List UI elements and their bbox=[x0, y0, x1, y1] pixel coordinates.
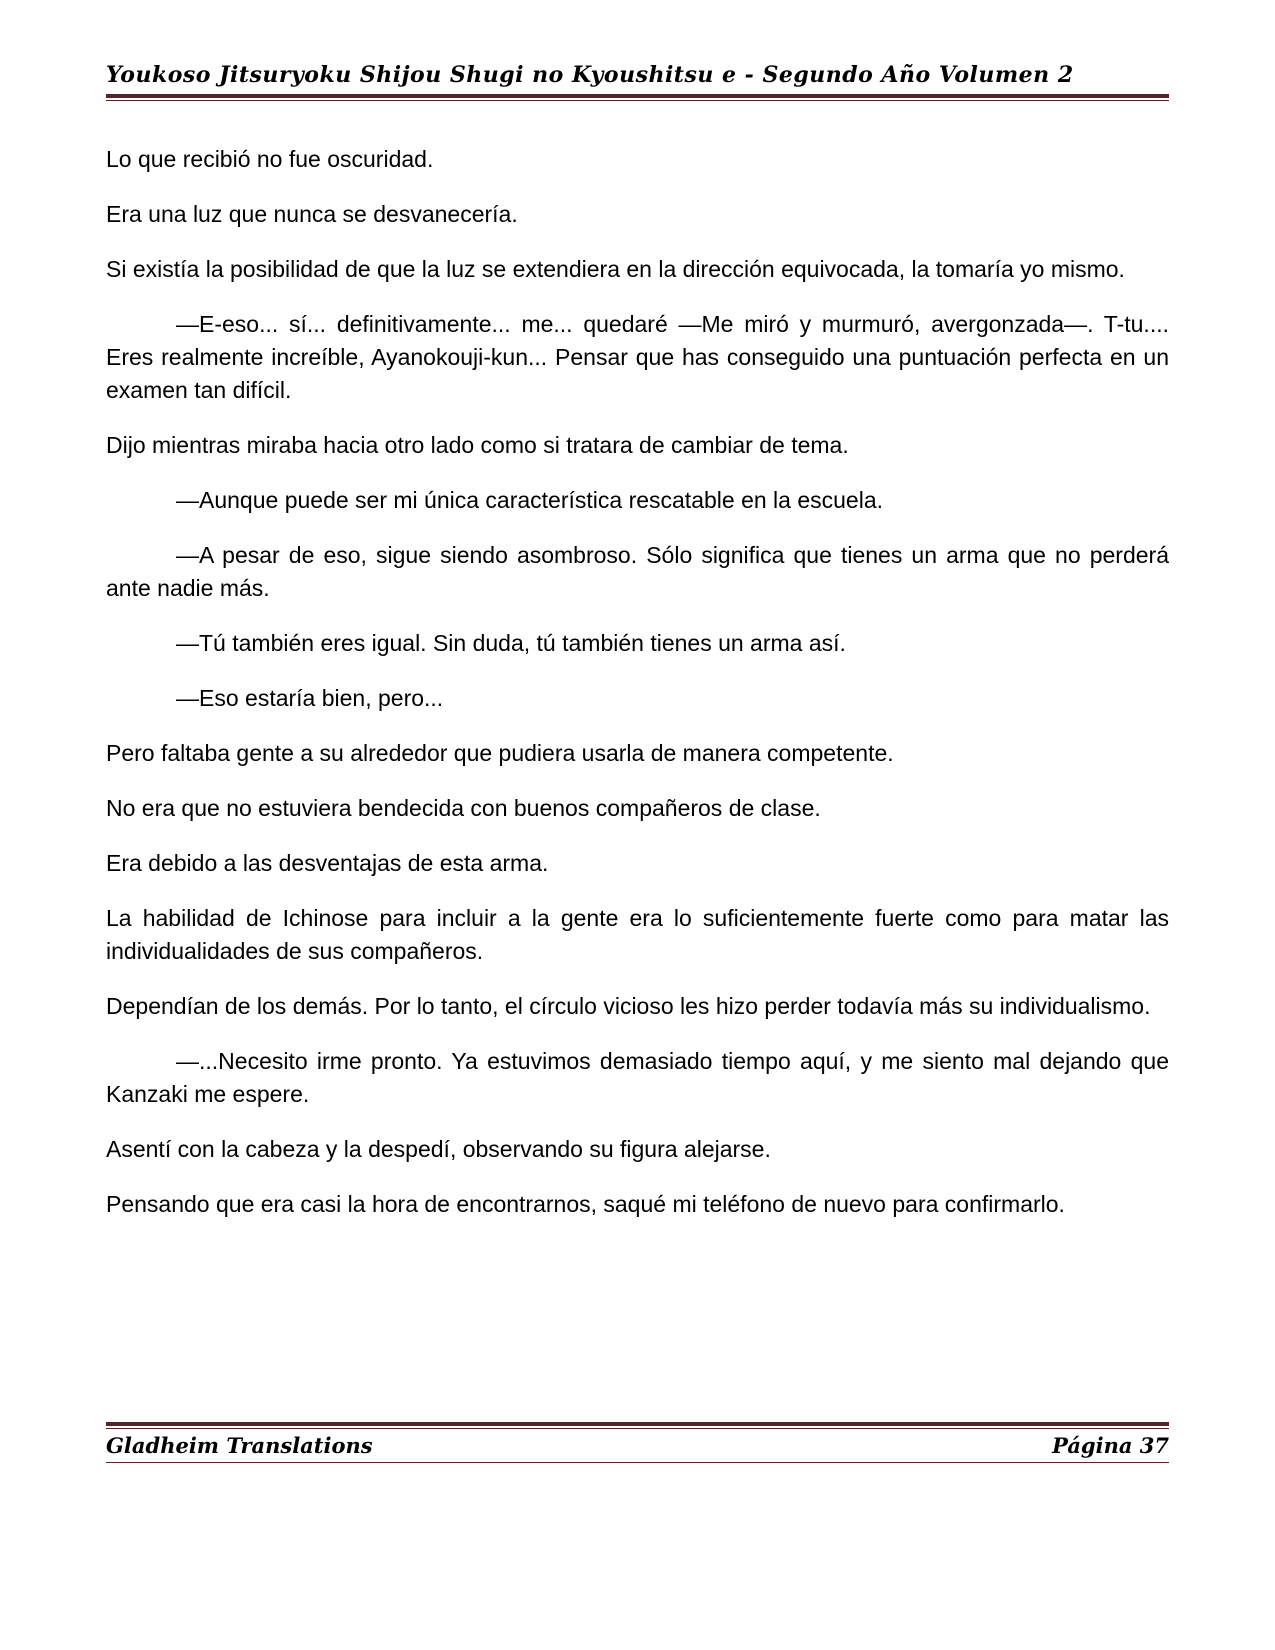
paragraph: Dependían de los demás. Por lo tanto, el círculo vicioso les hizo perder todavía más su individualismo. bbox=[106, 993, 1151, 1019]
paragraph: —Tú también eres igual. Sin duda, tú también tienes un arma así. bbox=[176, 630, 846, 656]
footer-row bbox=[106, 1429, 1169, 1462]
page-header bbox=[106, 62, 1169, 101]
paragraph: Lo que recibió no fue oscuridad. bbox=[106, 146, 434, 172]
paragraph: Era debido a las desventajas de esta arma. bbox=[106, 850, 549, 876]
footer-rule-thick bbox=[106, 1422, 1169, 1426]
header-rule-thick bbox=[106, 94, 1169, 98]
paragraph: —A pesar de eso, sigue siendo asombroso. Sólo significa que tienes un arma que no perderá ante nadie más. bbox=[106, 542, 1169, 601]
header-title: Youkoso Jitsuryoku Shijou Shugi no Kyoushitsu e - Segundo Año Volumen 2 bbox=[106, 62, 1074, 88]
paragraph: —Aunque puede ser mi única característica rescatable en la escuela. bbox=[176, 487, 884, 513]
paragraph: No era que no estuviera bendecida con buenos compañeros de clase. bbox=[106, 795, 821, 821]
footer-page-number: Página 37 bbox=[1052, 1433, 1169, 1458]
paragraph: Pero faltaba gente a su alrededor que pudiera usarla de manera competente. bbox=[106, 740, 894, 766]
paragraph: Era una luz que nunca se desvanecería. bbox=[106, 201, 518, 227]
paragraph: —E-eso... sí... definitivamente... me... quedaré —Me miró y murmuró, avergonzada—. T-tu.... Eres realmente increíble, Ayanokouji-kun... Pensar que has conseguido una puntuación perfecta en un examen tan difícil. bbox=[106, 311, 1169, 403]
header-rule-thin bbox=[106, 100, 1169, 101]
paragraph: —Eso estaría bien, pero... bbox=[176, 685, 444, 711]
paragraph: La habilidad de Ichinose para incluir a la gente era lo suficientemente fuerte como para matar las individualidades de sus compañeros. bbox=[106, 905, 1169, 964]
footer-bottom-rule bbox=[106, 1462, 1169, 1463]
paragraph: Asentí con la cabeza y la despedí, observando su figura alejarse. bbox=[106, 1136, 771, 1162]
footer-translator: Gladheim Translations bbox=[106, 1433, 373, 1458]
paragraph: —...Necesito irme pronto. Ya estuvimos demasiado tiempo aquí, y me siento mal dejando que Kanzaki me espere. bbox=[106, 1048, 1169, 1107]
paragraph: Pensando que era casi la hora de encontrarnos, saqué mi teléfono de nuevo para confirmarlo. bbox=[106, 1191, 1065, 1217]
paragraph: Si existía la posibilidad de que la luz se extendiera en la dirección equivocada, la tomaría yo mismo. bbox=[106, 256, 1125, 282]
page-content bbox=[106, 62, 1169, 1243]
paragraph: Dijo mientras miraba hacia otro lado como si tratara de cambiar de tema. bbox=[106, 432, 849, 458]
page-footer bbox=[106, 1422, 1169, 1463]
document-body bbox=[106, 143, 1169, 1221]
